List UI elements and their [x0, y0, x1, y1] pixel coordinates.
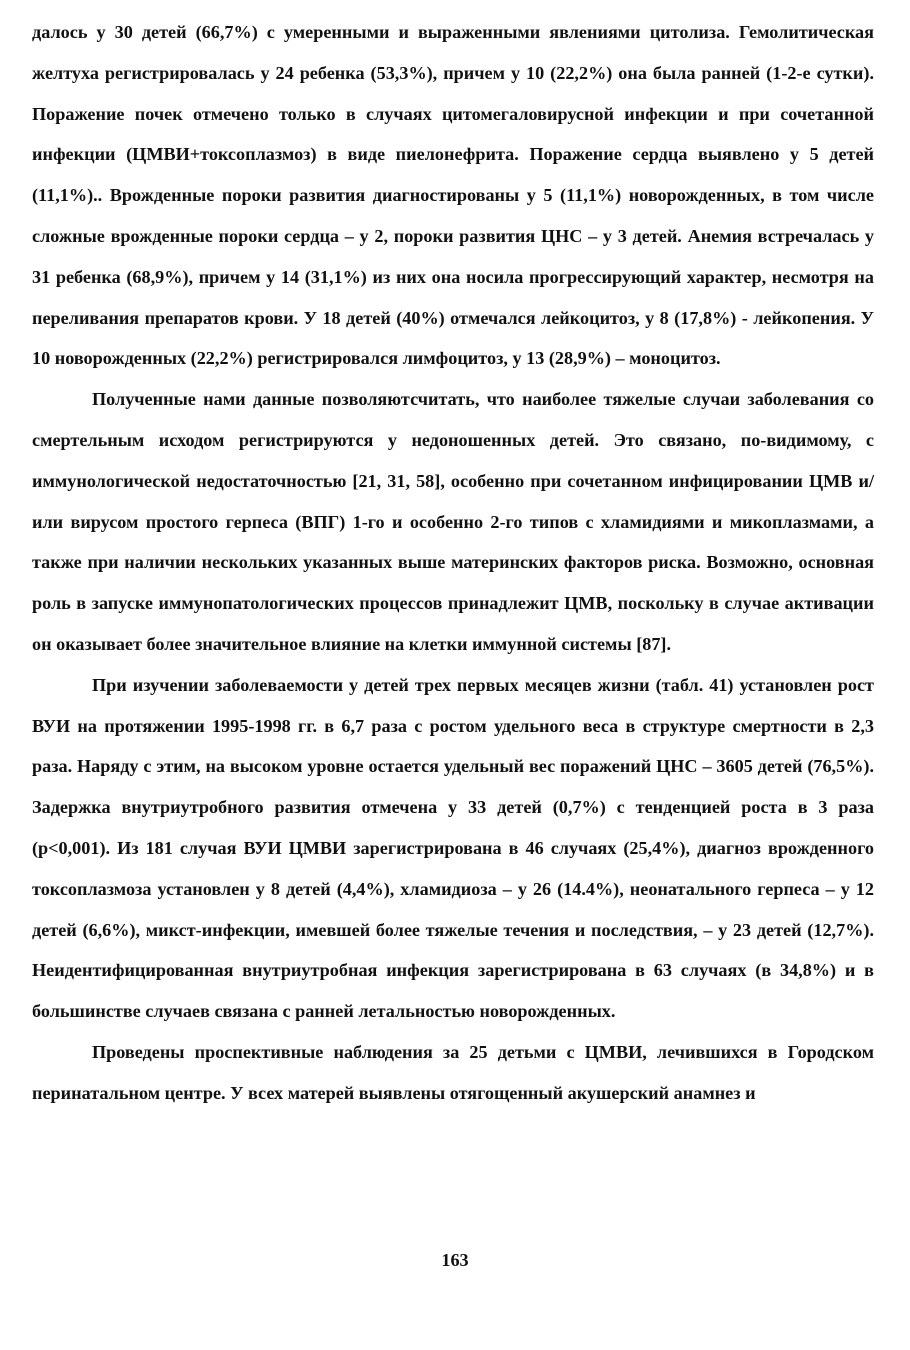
paragraph-3: При изучении заболеваемости у детей трех первых месяцев жизни (табл. 41) установлен рост ВУИ на протяжении 1995-1998 гг. в 6,7 раза с ростом удельного веса в структуре смертности в 2,3 раза. Наряду с этим, на высоком уровне остается удельный вес поражений ЦНС – 3605 детей (76,5%). Задержка внутриутробного развития отмечена у 33 детей (0,7%) с тенденцией роста в 3 раза (p<0,001). Из 181 случая ВУИ ЦМВИ зарегистрирована в 46 случаях (25,4%), диагноз врожденного токсоплазмоза установлен у 8 детей (4,4%), хламидиоза – у 26 (14.4%), неонатального герпеса – у 12 детей (6,6%), микст-инфекции, имевшей более тяжелые течения и последствия, – у 23 детей (12,7%). Неидентифицированная внутриутробная инфекция зарегистрирована в 63 случаях (в 34,8%) и в большинстве случаев связана с ранней летальностью новорожденных.	[32, 674, 874, 1022]
paragraph-2: Полученные нами данные позволяютсчитать, что наиболее тяжелые случаи заболевания со смертельным исходом регистрируются у недоношенных детей. Это связано, по-видимому, с иммунологической недостаточностью [21, 31, 58], особенно при сочетанном инфицировании ЦМВ и/или вирусом простого герпеса (ВПГ) 1-го и особенно 2-го типов с хламидиями и микоплазмами, а также при наличии нескольких указанных выше материнских факторов риска. Возможно, основная роль в запуске иммунопатологических процессов принадлежит ЦМВ, поскольку в случае активации он оказывает более значительное влияние на клетки иммунной системы [87].	[32, 389, 874, 654]
page-number: 163	[441, 1250, 469, 1270]
paragraph-1: далось у 30 детей (66,7%) с умеренными и выраженными явлениями цитолиза. Гемолитическая желтуха регистрировалась у 24 ребенка (53,3%), причем у 10 (22,2%) она была ранней (1-2-е сутки). Поражение почек отмечено только в случаях цитомегаловирусной инфекции и при сочетанной инфекции (ЦМВИ+токсоплазмоз) в виде пиелонефрита. Поражение сердца выявлено у 5 детей (11,1%).. Врожденные пороки развития диагностированы у 5 (11,1%) новорожденных, в том числе сложные врожденные пороки сердца – у 2, пороки развития ЦНС – у 3 детей. Анемия встречалась у 31 ребенка (68,9%), причем у 14 (31,1%) из них она носила прогрессирующий характер, несмотря на переливания препаратов крови. У 18 детей (40%) отмечался лейкоцитоз, у 8 (17,8%) - лейкопения. У 10 новорожденных (22,2%) регистрировался лимфоцитоз, у 13 (28,9%) – моноцитоз.	[32, 22, 874, 369]
document-page	[32, 12, 874, 1114]
paragraph-4: Проведены проспективные наблюдения за 25 детьми с ЦМВИ, лечившихся в Городском перинатальном центре. У всех матерей выявлены отягощенный акушерский анамнез и	[32, 1041, 874, 1103]
